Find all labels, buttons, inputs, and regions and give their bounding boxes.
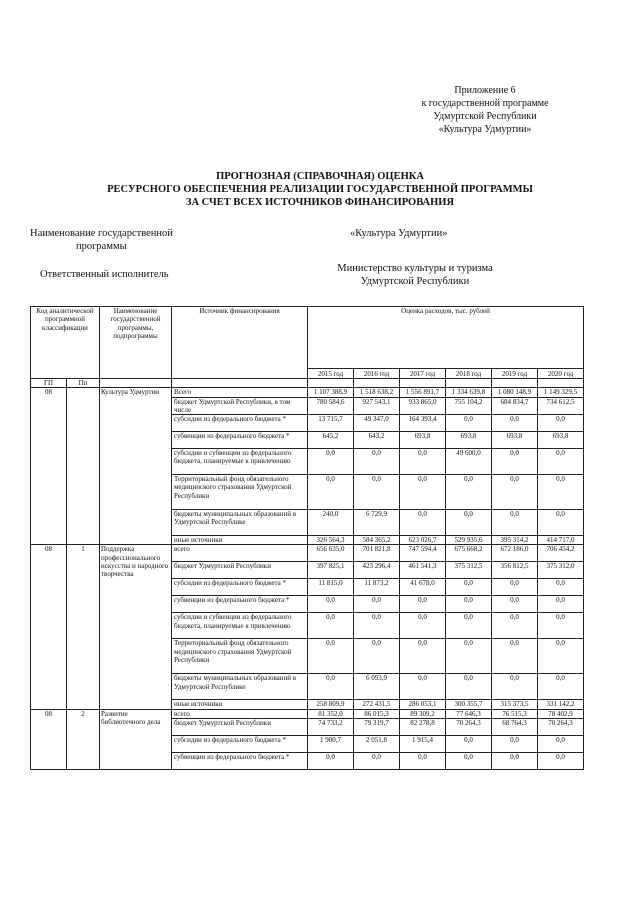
cell-value: 0,0 bbox=[538, 639, 584, 674]
cell-value: 780 584,6 bbox=[308, 397, 354, 415]
table-row bbox=[31, 545, 584, 562]
cell-value: 0,0 bbox=[446, 510, 492, 536]
table-row bbox=[31, 709, 584, 718]
header-year: 2017 год bbox=[400, 369, 446, 379]
cell-value: 79 319,7 bbox=[354, 719, 400, 736]
title-line: ПРОГНОЗНАЯ (СПРАВОЧНАЯ) ОЦЕНКА bbox=[216, 171, 424, 182]
cell-value: 74 733,2 bbox=[308, 719, 354, 736]
cell-value: 397 825,1 bbox=[308, 562, 354, 579]
cell-value: 0,0 bbox=[492, 510, 538, 536]
cell-value: 0,0 bbox=[446, 475, 492, 510]
cell-value: 0,0 bbox=[446, 639, 492, 674]
cell-value: 0,0 bbox=[308, 674, 354, 700]
cell-source: бюджеты муниципальных образований в Удмуртской Республике bbox=[172, 510, 308, 536]
cell-value: 0,0 bbox=[492, 475, 538, 510]
cell-value: 68 764,3 bbox=[492, 719, 538, 736]
cell-value: 0,0 bbox=[538, 579, 584, 596]
cell-value: 0,0 bbox=[400, 674, 446, 700]
cell-value: 70 264,3 bbox=[446, 719, 492, 736]
cell-value: 0,0 bbox=[400, 613, 446, 639]
cell-value: 0,0 bbox=[492, 674, 538, 700]
cell-value: 0,0 bbox=[400, 510, 446, 536]
cell-value: 272 431,5 bbox=[354, 700, 400, 709]
header-gp: ГП bbox=[31, 379, 67, 388]
cell-value: 693,8 bbox=[538, 432, 584, 449]
cell-gp-code: 08 bbox=[31, 545, 67, 709]
cell-value: 0,0 bbox=[538, 753, 584, 770]
cell-value: 0,0 bbox=[492, 736, 538, 753]
cell-source: бюджет Удмуртской Республики, в том числе bbox=[172, 397, 308, 415]
cell-source: субвенции из федерального бюджета * bbox=[172, 753, 308, 770]
cell-value: 0,0 bbox=[400, 449, 446, 475]
appendix-line: Удмуртской Республики bbox=[433, 111, 537, 122]
cell-value: 1 915,4 bbox=[400, 736, 446, 753]
appendix-line: «Культура Удмуртии» bbox=[438, 124, 532, 135]
cell-value: 933 865,0 bbox=[400, 397, 446, 415]
cell-value: 77 646,3 bbox=[446, 709, 492, 718]
cell-value: 2 051,8 bbox=[354, 736, 400, 753]
header-source: Источник финансирования bbox=[172, 307, 308, 379]
document-title bbox=[60, 170, 580, 209]
cell-source: бюджет Удмуртской Республики bbox=[172, 562, 308, 579]
cell-value: 0,0 bbox=[538, 596, 584, 613]
header-year: 2019 год bbox=[492, 369, 538, 379]
cell-value: 78 402,9 bbox=[538, 709, 584, 718]
cell-gp-code: 08 bbox=[31, 709, 67, 769]
cell-value: 0,0 bbox=[354, 753, 400, 770]
title-line: ЗА СЧЕТ ВСЕХ ИСТОЧНИКОВ ФИНАНСИРОВАНИЯ bbox=[185, 197, 455, 208]
cell-value: 86 015,3 bbox=[354, 709, 400, 718]
cell-value: 0,0 bbox=[492, 639, 538, 674]
cell-source: субвенции из федерального бюджета * bbox=[172, 596, 308, 613]
cell-value: 0,0 bbox=[446, 674, 492, 700]
cell-value: 1 149 329,5 bbox=[538, 388, 584, 397]
cell-value: 675 668,2 bbox=[446, 545, 492, 562]
cell-program-name: Развитие библиотечного дела bbox=[100, 709, 172, 769]
cell-value: 6 729,9 bbox=[354, 510, 400, 536]
cell-value: 356 812,5 bbox=[492, 562, 538, 579]
cell-value: 70 264,3 bbox=[538, 719, 584, 736]
cell-value: 0,0 bbox=[308, 449, 354, 475]
program-label-line-2: программы bbox=[76, 241, 127, 252]
cell-value: 0,0 bbox=[354, 449, 400, 475]
cell-value: 701 821,8 bbox=[354, 545, 400, 562]
cell-source: бюджет Удмуртской Республики bbox=[172, 719, 308, 736]
cell-value: 81 352,0 bbox=[308, 709, 354, 718]
cell-value: 0,0 bbox=[492, 415, 538, 432]
header-name: Наименование государственной программы, подпрограммы bbox=[100, 307, 172, 379]
cell-value: 0,0 bbox=[308, 639, 354, 674]
cell-value: 375 312,5 bbox=[446, 562, 492, 579]
cell-source: субсидии из федерального бюджета * bbox=[172, 736, 308, 753]
cell-value: 1 518 638,2 bbox=[354, 388, 400, 397]
cell-value: 41 678,0 bbox=[400, 579, 446, 596]
executor-value-line-2: Удмуртской Республики bbox=[360, 276, 470, 287]
cell-value: 164 393,4 bbox=[400, 415, 446, 432]
cell-value: 395 314,2 bbox=[492, 536, 538, 545]
cell-value: 0,0 bbox=[446, 753, 492, 770]
cell-value: 0,0 bbox=[492, 449, 538, 475]
cell-value: 258 809,9 bbox=[308, 700, 354, 709]
cell-value: 6 093,9 bbox=[354, 674, 400, 700]
cell-value: 0,0 bbox=[308, 475, 354, 510]
cell-value: 1 900,7 bbox=[308, 736, 354, 753]
cell-value: 0,0 bbox=[308, 613, 354, 639]
cell-source: Территориальный фонд обязательного медицинского страхования Удмуртской Республики bbox=[172, 639, 308, 674]
cell-value: 326 564,3 bbox=[308, 536, 354, 545]
header-code: Код аналитической программной классификации bbox=[31, 307, 100, 379]
title-line: РЕСУРСНОГО ОБЕСПЕЧЕНИЯ РЕАЛИЗАЦИИ ГОСУДАРСТВЕННОЙ ПРОГРАММЫ bbox=[107, 184, 533, 195]
cell-value: 414 717,0 bbox=[538, 536, 584, 545]
cell-value: 0,0 bbox=[492, 753, 538, 770]
program-value: «Культура Удмуртии» bbox=[350, 228, 448, 239]
cell-value: 0,0 bbox=[308, 753, 354, 770]
cell-value: 0,0 bbox=[492, 579, 538, 596]
cell-value: 331 142,2 bbox=[538, 700, 584, 709]
executor-label: Ответственный исполнитель bbox=[40, 269, 169, 280]
executor-value-line-1: Министерство культуры и туризма bbox=[337, 263, 493, 274]
cell-value: 76 515,3 bbox=[492, 709, 538, 718]
cell-value: 693,8 bbox=[446, 432, 492, 449]
cell-value: 0,0 bbox=[446, 736, 492, 753]
cell-value: 1 080 148,9 bbox=[492, 388, 538, 397]
cell-value: 423 296,4 bbox=[354, 562, 400, 579]
cell-pp-code: 2 bbox=[67, 709, 100, 769]
cell-value: 240,0 bbox=[308, 510, 354, 536]
cell-source: субсидии из федерального бюджета * bbox=[172, 415, 308, 432]
cell-program-name: Культура Удмуртии bbox=[100, 388, 172, 545]
cell-value: 13 715,7 bbox=[308, 415, 354, 432]
cell-value: 11 815,0 bbox=[308, 579, 354, 596]
program-label-line-1: Наименование государственной bbox=[30, 228, 173, 239]
cell-value: 693,8 bbox=[400, 432, 446, 449]
cell-value: 286 053,1 bbox=[400, 700, 446, 709]
header-year: 2015 год bbox=[308, 369, 354, 379]
header-year: 2018 год bbox=[446, 369, 492, 379]
cell-value: 89 309,2 bbox=[400, 709, 446, 718]
cell-value: 643,2 bbox=[354, 432, 400, 449]
cell-source: иные источники bbox=[172, 700, 308, 709]
funding-table bbox=[30, 306, 584, 770]
cell-value: 0,0 bbox=[538, 674, 584, 700]
cell-value: 49 347,0 bbox=[354, 415, 400, 432]
table-row bbox=[31, 388, 584, 397]
appendix-line: к государственной программе bbox=[421, 98, 549, 109]
cell-source: Всего bbox=[172, 388, 308, 397]
cell-value: 0,0 bbox=[400, 475, 446, 510]
cell-source: всего bbox=[172, 709, 308, 718]
cell-source: иные источники bbox=[172, 536, 308, 545]
cell-value: 0,0 bbox=[308, 596, 354, 613]
cell-value: 706 454,2 bbox=[538, 545, 584, 562]
cell-value: 747 594,4 bbox=[400, 545, 446, 562]
cell-value: 1 107 388,9 bbox=[308, 388, 354, 397]
cell-source: всего bbox=[172, 545, 308, 562]
appendix-block bbox=[400, 84, 570, 136]
header-year: 2020 год bbox=[538, 369, 584, 379]
cell-value: 300 355,7 bbox=[446, 700, 492, 709]
cell-value: 82 278,8 bbox=[400, 719, 446, 736]
cell-value: 0,0 bbox=[538, 510, 584, 536]
cell-source: субсидии и субвенции из федерального бюджета, планируемые к привлечению bbox=[172, 613, 308, 639]
cell-value: 0,0 bbox=[446, 596, 492, 613]
cell-source: бюджеты муниципальных образований в Удмуртской Республике bbox=[172, 674, 308, 700]
cell-value: 0,0 bbox=[538, 736, 584, 753]
cell-value: 0,0 bbox=[538, 415, 584, 432]
cell-value: 755 104,2 bbox=[446, 397, 492, 415]
cell-value: 0,0 bbox=[400, 639, 446, 674]
cell-value: 0,0 bbox=[354, 475, 400, 510]
header-estimate: Оценка расходов, тыс. рублей bbox=[308, 307, 584, 369]
header-year: 2016 год bbox=[354, 369, 400, 379]
cell-value: 684 834,7 bbox=[492, 397, 538, 415]
cell-value: 0,0 bbox=[538, 613, 584, 639]
cell-value: 49 600,0 bbox=[446, 449, 492, 475]
cell-gp-code: 08 bbox=[31, 388, 67, 545]
cell-source: Территориальный фонд обязательного медицинского страхования Удмуртской Республики bbox=[172, 475, 308, 510]
appendix-line: Приложение 6 bbox=[454, 85, 516, 96]
cell-value: 461 541,3 bbox=[400, 562, 446, 579]
cell-value: 1 334 639,8 bbox=[446, 388, 492, 397]
cell-value: 0,0 bbox=[354, 596, 400, 613]
cell-source: субсидии из федерального бюджета * bbox=[172, 579, 308, 596]
cell-value: 0,0 bbox=[538, 449, 584, 475]
cell-value: 584 365,2 bbox=[354, 536, 400, 545]
cell-value: 0,0 bbox=[446, 415, 492, 432]
cell-value: 0,0 bbox=[446, 613, 492, 639]
cell-value: 0,0 bbox=[354, 613, 400, 639]
cell-source: субвенции из федерального бюджета * bbox=[172, 432, 308, 449]
header-pp: Пп bbox=[67, 379, 100, 388]
cell-value: 0,0 bbox=[492, 613, 538, 639]
cell-value: 0,0 bbox=[400, 596, 446, 613]
cell-value: 0,0 bbox=[400, 753, 446, 770]
cell-value: 315 373,5 bbox=[492, 700, 538, 709]
cell-value: 0,0 bbox=[538, 475, 584, 510]
cell-source: субсидии и субвенции из федерального бюджета, планируемые к привлечению bbox=[172, 449, 308, 475]
cell-value: 672 186,0 bbox=[492, 545, 538, 562]
cell-program-name: Поддержка профессионального искусства и народного творчества bbox=[100, 545, 172, 709]
cell-value: 927 543,1 bbox=[354, 397, 400, 415]
cell-value: 0,0 bbox=[446, 579, 492, 596]
cell-value: 656 635,0 bbox=[308, 545, 354, 562]
cell-value: 645,2 bbox=[308, 432, 354, 449]
cell-value: 529 935,6 bbox=[446, 536, 492, 545]
cell-pp-code bbox=[67, 388, 100, 545]
cell-value: 734 612,5 bbox=[538, 397, 584, 415]
cell-value: 623 026,7 bbox=[400, 536, 446, 545]
cell-value: 375 312,0 bbox=[538, 562, 584, 579]
cell-value: 693,8 bbox=[492, 432, 538, 449]
cell-value: 0,0 bbox=[354, 639, 400, 674]
cell-value: 0,0 bbox=[492, 596, 538, 613]
cell-value: 1 556 891,7 bbox=[400, 388, 446, 397]
cell-pp-code: 1 bbox=[67, 545, 100, 709]
cell-value: 11 873,2 bbox=[354, 579, 400, 596]
